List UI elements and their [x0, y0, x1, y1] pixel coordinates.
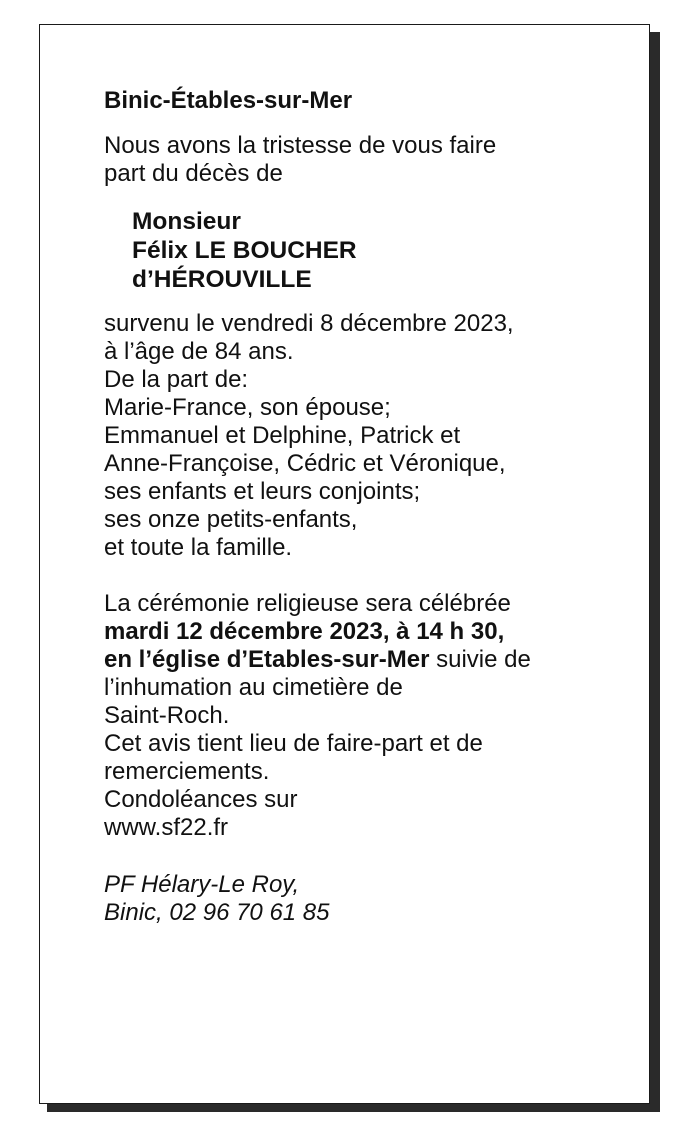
details-line: et toute la famille. [104, 534, 293, 561]
deceased-name [132, 207, 634, 294]
ceremony-line: Condoléances sur [104, 786, 298, 813]
deceased-name-line: d’HÉROUVILLE [132, 266, 312, 293]
ceremony-line: Saint-Roch. [104, 702, 230, 729]
details-line: survenu le vendredi 8 décembre 2023, [104, 310, 514, 337]
funeral-home-contact: Binic, 02 96 70 61 85 [104, 899, 330, 926]
spacer [104, 562, 634, 590]
funeral-home-name: PF Hélary-Le Roy, [104, 871, 300, 898]
family-details [104, 310, 634, 562]
details-line: ses enfants et leurs conjoints; [104, 478, 421, 505]
details-line: à l’âge de 84 ans. [104, 338, 294, 365]
ceremony-line: l’inhumation au cimetière de [104, 674, 403, 701]
ceremony-place [104, 646, 634, 674]
ceremony-church: en l’église d’Etables-sur-Mer [104, 646, 430, 673]
details-line: Anne-Françoise, Cédric et Véronique, [104, 450, 506, 477]
ceremony-line: Cet avis tient lieu de faire-part et de [104, 730, 483, 757]
ceremony-line: remerciements. [104, 758, 270, 785]
ceremony-place-rest: suivie de [429, 646, 531, 673]
ceremony-details [104, 590, 634, 842]
deceased-name-line: Félix LE BOUCHER [132, 237, 357, 264]
ceremony-line: La cérémonie religieuse sera célébrée [104, 590, 511, 617]
details-line: Emmanuel et Delphine, Patrick et [104, 422, 461, 449]
funeral-home [104, 871, 634, 927]
intro-line: Nous avons la tristesse de vous faire [104, 132, 497, 159]
locality-heading: Binic-Étables-sur-Mer [104, 87, 353, 114]
details-line: De la part de: [104, 366, 249, 393]
obituary-notice [39, 24, 650, 1104]
deceased-title: Monsieur [132, 208, 241, 235]
condolences-url: www.sf22.fr [104, 814, 229, 841]
notice-content [104, 87, 634, 927]
details-line: Marie-France, son épouse; [104, 394, 391, 421]
details-line: ses onze petits-enfants, [104, 506, 358, 533]
ceremony-date: mardi 12 décembre 2023, à 14 h 30, [104, 618, 505, 645]
intro-text [104, 132, 634, 188]
intro-line: part du décès de [104, 160, 283, 187]
